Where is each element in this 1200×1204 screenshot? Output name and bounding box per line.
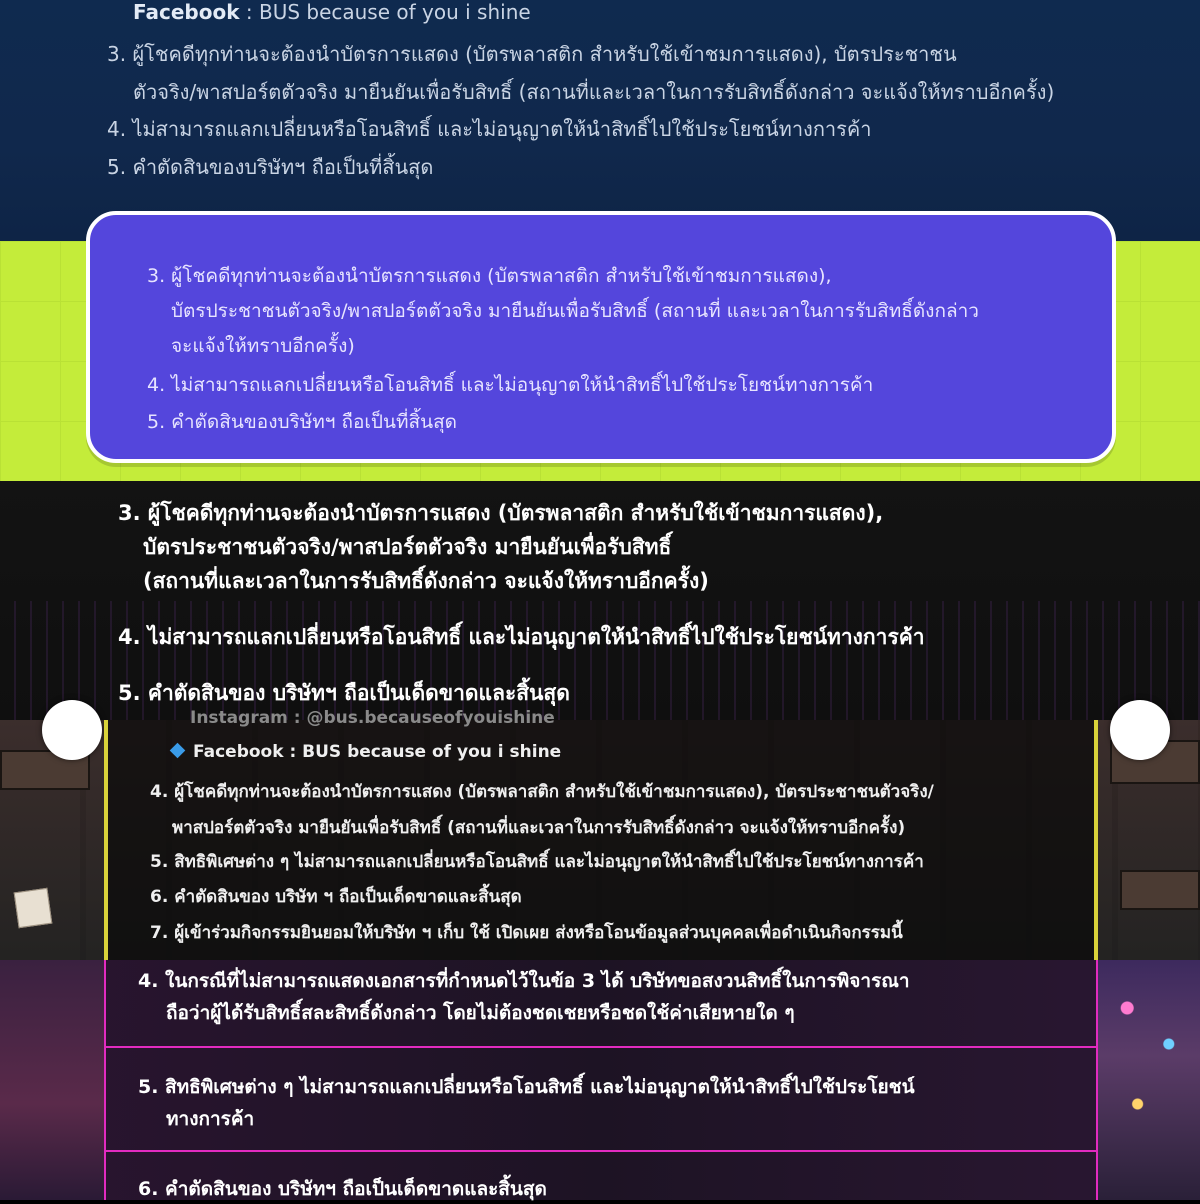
facebook-value: BUS because of you i shine: [258, 0, 531, 24]
table-row: [106, 1048, 1096, 1152]
market-stall-photo: [1096, 960, 1200, 1200]
term-4-line-2: พาสปอร์ตตัวจริง มายืนยันเพื่อรับสิทธิ์ (สถานที่และเวลาในการรับสิทธิ์ดังกล่าว จะแจ้งให้ทราบอีกครั้ง): [172, 818, 906, 838]
terms-panel-lime: [0, 241, 1200, 481]
term-3-line-1: 3. ผู้โชคดีทุกท่านจะต้องนำบัตรการแสดง (บัตรพลาสติก สำหรับใช้เข้าชมการแสดง),: [118, 501, 884, 525]
term-4-line-1: 4. ผู้โชคดีทุกท่านจะต้องนำบัตรการแสดง (บัตรพลาสติก สำหรับใช้เข้าชมการแสดง), บัตรประชาชนตัวจริง/: [150, 782, 934, 802]
table-row: [106, 960, 1096, 1048]
term-4-line-2: ถือว่าผู้ได้รับสิทธิ์สละสิทธิ์ดังกล่าว โดยไม่ต้องชดเชยหรือชดใช้ค่าเสียหายใด ๆ: [166, 1002, 795, 1024]
background-decoration: [0, 960, 104, 1200]
terms-frame: [104, 708, 1098, 960]
term-3-line-3: จะแจ้งให้ทราบอีกครั้ง): [171, 335, 355, 357]
terms-card: [86, 211, 1116, 463]
term-3-line-2: ตัวจริง/พาสปอร์ตตัวจริง มายืนยันเพื่อรับสิทธิ์ (สถานที่และเวลาในการรับสิทธิ์ดังกล่าว จะแจ้งให้ทราบอีกครั้ง): [133, 80, 1055, 104]
terms-panel-black: [0, 481, 1200, 720]
term-5: 5. คำตัดสินของ บริษัทฯ ถือเป็นเด็ดขาดและสิ้นสุด: [118, 681, 570, 705]
term-4-line-1: 4. ในกรณีที่ไม่สามารถแสดงเอกสารที่กำหนดไว้ในข้อ 3 ได้ บริษัทขอสงวนสิทธิ์ในการพิจารณา: [138, 970, 910, 992]
term-3-line-2: บัตรประชาชนตัวจริง/พาสปอร์ตตัวจริง มายืนยันเพื่อรับสิทธิ์: [143, 535, 672, 559]
term-3-line-1: 3. ผู้โชคดีทุกท่านจะต้องนำบัตรการแสดง (บัตรพลาสติก สำหรับใช้เข้าชมการแสดง),: [147, 265, 832, 287]
term-5-line-2: ทางการค้า: [166, 1108, 255, 1130]
term-5: 5. สิทธิพิเศษต่าง ๆ ไม่สามารถแลกเปลี่ยนหรือโอนสิทธิ์ และไม่อนุญาตให้นำสิทธิ์ไปใช้ประโยชน์ทางการค้า: [150, 852, 924, 872]
term-4: 4. ไม่สามารถแลกเปลี่ยนหรือโอนสิทธิ์ และไม่อนุญาตให้นำสิทธิ์ไปใช้ประโยชน์ทางการค้า: [107, 117, 872, 141]
carousel-prev-button[interactable]: [42, 700, 102, 760]
term-6: 6. คำตัดสินของ บริษัทฯ ถือเป็นเด็ดขาดและสิ้นสุด: [138, 1178, 547, 1200]
facebook-contact-text: Facebook : BUS because of you i shine: [193, 742, 562, 762]
facebook-separator: :: [239, 0, 259, 24]
term-3-line-2: บัตรประชาชนตัวจริง/พาสปอร์ตตัวจริง มายืนยันเพื่อรับสิทธิ์ (สถานที่ และเวลาในการรับสิทธิ์ดังกล่าว: [171, 300, 979, 322]
term-5: 5. คำตัดสินของบริษัทฯ ถือเป็นที่สิ้นสุด: [147, 411, 458, 433]
facebook-contact-line: [133, 0, 531, 24]
instagram-contact-line: Instagram : @bus.becauseofyouishine: [190, 708, 555, 728]
blue-diamond-icon: [170, 743, 186, 759]
term-6: 6. คำตัดสินของ บริษัท ฯ ถือเป็นเด็ดขาดและสิ้นสุด: [150, 887, 522, 907]
term-3-line-1: 3. ผู้โชคดีทุกท่านจะต้องนำบัตรการแสดง (บัตรพลาสติก สำหรับใช้เข้าชมการแสดง), บัตรประชาชน: [107, 42, 957, 66]
term-5-line-1: 5. สิทธิพิเศษต่าง ๆ ไม่สามารถแลกเปลี่ยนหรือโอนสิทธิ์ และไม่อนุญาตให้นำสิทธิ์ไปใช้ประโยชน์: [138, 1076, 915, 1098]
term-7: 7. ผู้เข้าร่วมกิจกรรมยินยอมให้บริษัท ฯ เก็บ ใช้ เปิดเผย ส่งหรือโอนข้อมูลส่วนบุคคลเพื่อดำเนินกิจกรรมนี้: [150, 923, 903, 943]
term-5: 5. คำตัดสินของบริษัทฯ ถือเป็นที่สิ้นสุด: [107, 155, 434, 179]
carousel-next-button[interactable]: [1110, 700, 1170, 760]
term-4: 4. ไม่สามารถแลกเปลี่ยนหรือโอนสิทธิ์ และไม่อนุญาตให้นำสิทธิ์ไปใช้ประโยชน์ทางการค้า: [118, 625, 925, 649]
terms-table: [104, 960, 1098, 1200]
term-3-line-3: (สถานที่และเวลาในการรับสิทธิ์ดังกล่าว จะแจ้งให้ทราบอีกครั้ง): [143, 569, 709, 593]
paper-note-illustration: [14, 888, 53, 928]
terms-panel-navy: [0, 0, 1200, 241]
desk-illustration: [1120, 870, 1200, 910]
term-4: 4. ไม่สามารถแลกเปลี่ยนหรือโอนสิทธิ์ และไม่อนุญาตให้นำสิทธิ์ไปใช้ประโยชน์ทางการค้า: [147, 374, 874, 396]
terms-panel-purple: [0, 960, 1200, 1200]
facebook-contact-line: [172, 742, 561, 762]
terms-panel-classroom: [0, 708, 1200, 960]
facebook-label: Facebook: [133, 0, 240, 24]
